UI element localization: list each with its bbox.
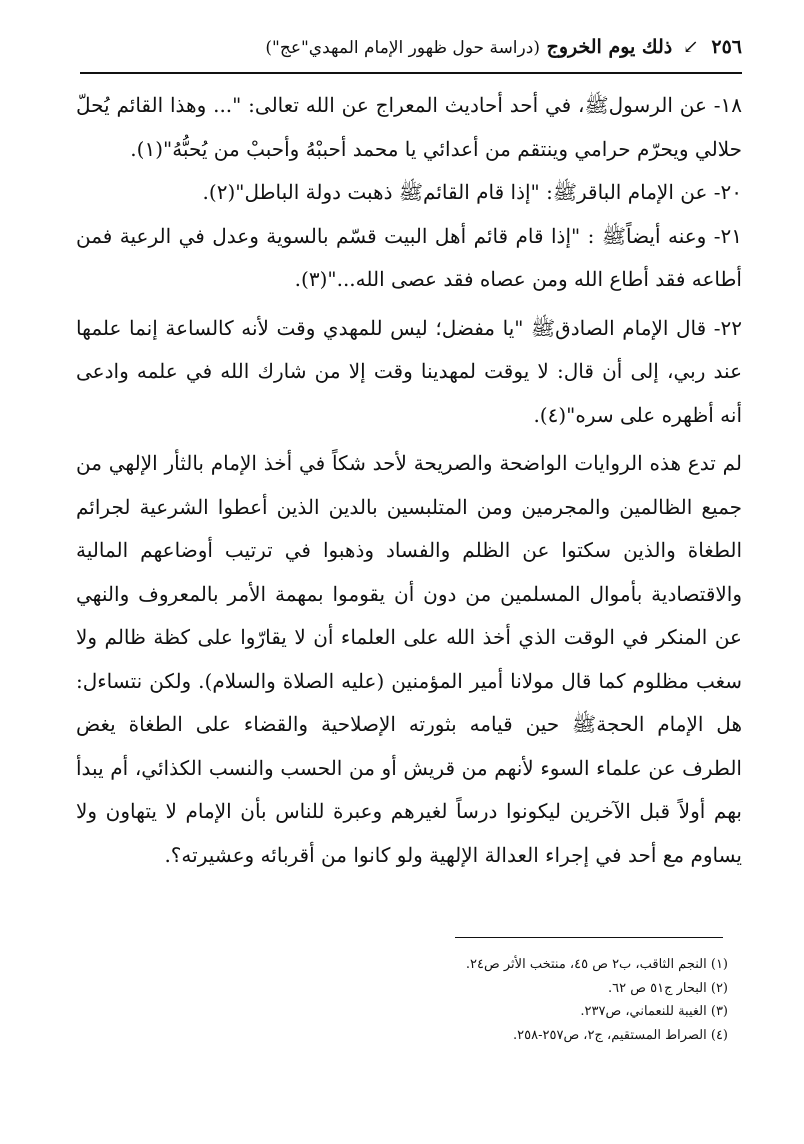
paragraph-21: ٢١- وعنه أيضاًﷺ : "إذا قام قائم أهل البيت قسّم بالسوية وعدل في الرعية فمن أطاعه فقد أطاع الله ومن عصاه فقد عصى الله..."(٣). (76, 223, 742, 291)
page-header (80, 36, 742, 68)
footnote-rule (455, 937, 723, 938)
header-separator-icon: ↙ (682, 36, 699, 58)
footnotes (200, 953, 728, 1047)
book-title: ذلك يوم الخروج (546, 36, 673, 58)
paragraph-20: ٢٠- عن الإمام الباقرﷺ: "إذا قام القائمﷺ ذهبت دولة الباطل"(٢). (202, 180, 742, 204)
main-text (76, 84, 742, 877)
header-rule (80, 72, 742, 74)
page-number: ٢٥٦ (711, 36, 742, 58)
footnote-2: (٢) البحار ج٥١ ص ٦٢. (608, 980, 728, 996)
footnote-1: (١) النجم الثاقب، ب٢ ص ٤٥، منتخب الأثر ص٢٤. (465, 957, 728, 972)
book-subtitle: (دراسة حول ظهور الإمام المهدي"عج") (265, 38, 540, 58)
footnote-3: (٣) الغيبة للنعماني، ص٢٣٧. (580, 1004, 728, 1019)
paragraph-discussion: لم تدع هذه الروايات الواضحة والصريحة لأحد شكاً في أخذ الإمام بالثأر الإلهي من جميع الظالمين والمجرمين ومن المتلبسين بالدين الذين أعطوا الشرعية لجرائم الطغاة والذين سكتوا عن الظلم والفساد وذهبوا في ترتيب أوضاعهم المالية والاقتصادية بأموال المسلمين من دون أن يقوموا بمهمة الأمر بالمعروف والنهي عن المنكر في الوقت الذي أخذ الله على العلماء أن لا يقارّوا على كظة ظالم ولا سغب مظلوم كما قال مولانا أمير المؤمنين (عليه الصلاة والسلام). ولكن نتساءل: هل الإمام الحجةﷺ حين قيامه بثورته الإصلاحية والقضاء على الطغاة يغض الطرف عن علماء السوء لأنهم من قريش أو من الحسب والنسب الكذائي، أم يبدأ بهم أولاً قبل الآخرين ليكونوا درساً لغيرهم وعبرة للناس بأن الإمام لا يتهاون ولا يساوم مع أحد في إجراء العدالة الإلهية ولو كانوا من أقربائه وعشيرته؟. (76, 451, 742, 867)
paragraph-22: ٢٢- قال الإمام الصادقﷺ "يا مفضل؛ ليس للمهدي وقت لأنه كالساعة إنما علمها عند ربي، إلى أن قال: لا يوقت لمهدينا وقت إلا من شارك الله في علمه وادعى أنه أظهره على سره"(٤). (76, 315, 742, 427)
paragraph-18: ١٨- عن الرسولﷺ، في أحد أحاديث المعراج عن الله تعالى: "... وهذا القائم يُحلّ حلالي ويحرّم حرامي وينتقم من أعدائي يا محمد أحببْهُ وأحببْ من يُحبُّهُ"(١). (76, 93, 742, 161)
footnote-4: (٤) الصراط المستقيم، ج٢، ص٢٥٧-٢٥٨. (512, 1027, 728, 1043)
